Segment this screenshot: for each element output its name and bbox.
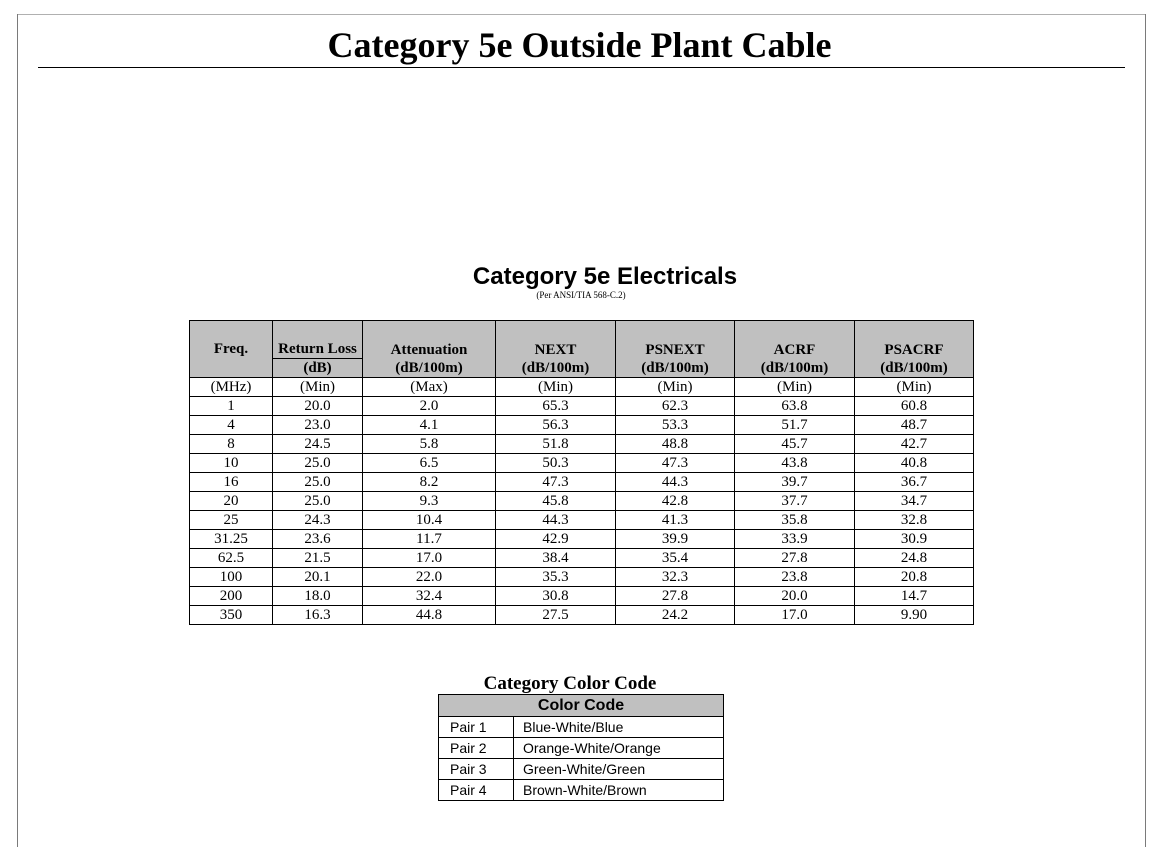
table-cell: 42.8 xyxy=(616,492,735,511)
color-code-row xyxy=(439,717,724,738)
table-cell: 18.0 xyxy=(273,587,363,606)
header-attenuation-name: Attenuation xyxy=(390,342,468,358)
table-cell: 56.3 xyxy=(496,416,616,435)
color-code-row xyxy=(439,759,724,780)
table-cell: 6.5 xyxy=(363,454,496,473)
table-cell: 5.8 xyxy=(363,435,496,454)
table-cell: 39.7 xyxy=(735,473,855,492)
header-psacrf-units: (dB/100m) xyxy=(880,360,948,376)
table-cell: 21.5 xyxy=(273,549,363,568)
table-row xyxy=(190,473,974,492)
table-cell: 63.8 xyxy=(735,397,855,416)
table-cell: 53.3 xyxy=(616,416,735,435)
table-row xyxy=(190,606,974,625)
table-cell: 44.3 xyxy=(496,511,616,530)
table-cell: 10.4 xyxy=(363,511,496,530)
table-cell: 23.6 xyxy=(273,530,363,549)
document-title: Category 5e Outside Plant Cable xyxy=(327,25,832,65)
pair-label: Pair 2 xyxy=(439,738,514,759)
table-cell: 30.9 xyxy=(855,530,974,549)
page-border-right xyxy=(1145,14,1146,847)
header-attenuation-units: (dB/100m) xyxy=(395,360,463,376)
pair-label: Pair 4 xyxy=(439,780,514,801)
table-cell: 60.8 xyxy=(855,397,974,416)
pair-color: Brown-White/Brown xyxy=(514,780,724,801)
table-cell: 48.8 xyxy=(616,435,735,454)
table-row xyxy=(190,511,974,530)
pair-label: Pair 1 xyxy=(439,717,514,738)
table-row xyxy=(190,568,974,587)
header-acrf-units: (dB/100m) xyxy=(760,360,829,376)
color-code-row xyxy=(439,738,724,759)
table-row xyxy=(190,587,974,606)
electricals-table xyxy=(189,320,974,625)
pair-color: Orange-White/Orange xyxy=(514,738,724,759)
table-cell: 32.3 xyxy=(616,568,735,587)
table-cell: 27.8 xyxy=(616,587,735,606)
table-cell: 48.7 xyxy=(855,416,974,435)
header-acrf-name: ACRF xyxy=(773,342,816,358)
table-cell: 31.25 xyxy=(190,530,273,549)
table-cell: 24.3 xyxy=(273,511,363,530)
header-psnext-units: (dB/100m) xyxy=(641,360,709,376)
table-row xyxy=(190,530,974,549)
table-cell: 42.7 xyxy=(855,435,974,454)
table-cell: 24.2 xyxy=(616,606,735,625)
header-psnext-name: PSNEXT xyxy=(645,342,705,358)
table-cell: 47.3 xyxy=(616,454,735,473)
table-cell: 65.3 xyxy=(496,397,616,416)
table-cell: 1 xyxy=(190,397,273,416)
table-cell: 51.8 xyxy=(496,435,616,454)
table-cell: 8 xyxy=(190,435,273,454)
table-cell: 9.3 xyxy=(363,492,496,511)
table-cell: 33.9 xyxy=(735,530,855,549)
header-acrf xyxy=(735,321,855,378)
table-cell: 22.0 xyxy=(363,568,496,587)
pair-label: Pair 3 xyxy=(439,759,514,780)
table-cell: 50.3 xyxy=(496,454,616,473)
table-cell: 20.8 xyxy=(855,568,974,587)
table-cell: 11.7 xyxy=(363,530,496,549)
table-cell: 25.0 xyxy=(273,492,363,511)
table-row xyxy=(190,435,974,454)
table-cell: 45.8 xyxy=(496,492,616,511)
limit-cell: (Min) xyxy=(496,378,616,397)
pair-color: Green-White/Green xyxy=(514,759,724,780)
table-cell: 25.0 xyxy=(273,473,363,492)
header-next xyxy=(496,321,616,378)
table-cell: 27.5 xyxy=(496,606,616,625)
header-psnext xyxy=(616,321,735,378)
header-attenuation xyxy=(363,321,496,378)
table-cell: 9.90 xyxy=(855,606,974,625)
header-return-loss: Return Loss xyxy=(273,321,363,359)
electricals-title: Category 5e Electricals xyxy=(472,263,738,290)
header-next-units: (dB/100m) xyxy=(521,360,590,376)
table-cell: 44.3 xyxy=(616,473,735,492)
table-cell: 4.1 xyxy=(363,416,496,435)
table-cell: 25.0 xyxy=(273,454,363,473)
table-cell: 35.3 xyxy=(496,568,616,587)
header-return-loss-units: (dB) xyxy=(273,359,363,378)
table-cell: 20.0 xyxy=(735,587,855,606)
table-cell: 62.5 xyxy=(190,549,273,568)
table-cell: 14.7 xyxy=(855,587,974,606)
table-cell: 38.4 xyxy=(496,549,616,568)
limits-row xyxy=(190,378,974,397)
table-cell: 20.0 xyxy=(273,397,363,416)
table-cell: 35.8 xyxy=(735,511,855,530)
table-cell: 32.4 xyxy=(363,587,496,606)
table-cell: 8.2 xyxy=(363,473,496,492)
table-cell: 20 xyxy=(190,492,273,511)
header-next-name: NEXT xyxy=(534,342,577,358)
table-cell: 41.3 xyxy=(616,511,735,530)
table-cell: 23.0 xyxy=(273,416,363,435)
table-cell: 62.3 xyxy=(616,397,735,416)
table-cell: 37.7 xyxy=(735,492,855,511)
table-row xyxy=(190,549,974,568)
limit-cell: (MHz) xyxy=(190,378,273,397)
header-freq: Freq. xyxy=(190,321,273,378)
table-row xyxy=(190,492,974,511)
table-cell: 2.0 xyxy=(363,397,496,416)
limit-cell: (Min) xyxy=(616,378,735,397)
table-cell: 43.8 xyxy=(735,454,855,473)
table-cell: 200 xyxy=(190,587,273,606)
table-cell: 30.8 xyxy=(496,587,616,606)
table-cell: 36.7 xyxy=(855,473,974,492)
table-cell: 27.8 xyxy=(735,549,855,568)
header-psacrf xyxy=(855,321,974,378)
table-cell: 25 xyxy=(190,511,273,530)
electricals-subtitle: (Per ANSI/TIA 568-C.2) xyxy=(536,290,626,300)
limit-cell: (Min) xyxy=(855,378,974,397)
color-code-row xyxy=(439,780,724,801)
page-border-left xyxy=(17,14,18,847)
table-cell: 44.8 xyxy=(363,606,496,625)
table-cell: 32.8 xyxy=(855,511,974,530)
header-psacrf-name: PSACRF xyxy=(884,342,944,358)
pair-color: Blue-White/Blue xyxy=(514,717,724,738)
table-cell: 16.3 xyxy=(273,606,363,625)
table-cell: 17.0 xyxy=(735,606,855,625)
table-cell: 24.5 xyxy=(273,435,363,454)
table-cell: 51.7 xyxy=(735,416,855,435)
table-cell: 10 xyxy=(190,454,273,473)
page-border-top xyxy=(17,14,1146,15)
table-cell: 35.4 xyxy=(616,549,735,568)
table-cell: 4 xyxy=(190,416,273,435)
table-cell: 24.8 xyxy=(855,549,974,568)
table-cell: 39.9 xyxy=(616,530,735,549)
table-cell: 40.8 xyxy=(855,454,974,473)
color-code-table xyxy=(438,694,724,801)
table-row xyxy=(190,397,974,416)
table-cell: 20.1 xyxy=(273,568,363,587)
table-cell: 350 xyxy=(190,606,273,625)
table-cell: 45.7 xyxy=(735,435,855,454)
table-cell: 47.3 xyxy=(496,473,616,492)
table-row xyxy=(190,416,974,435)
table-cell: 100 xyxy=(190,568,273,587)
table-cell: 42.9 xyxy=(496,530,616,549)
table-cell: 23.8 xyxy=(735,568,855,587)
table-cell: 17.0 xyxy=(363,549,496,568)
limit-cell: (Min) xyxy=(273,378,363,397)
table-cell: 16 xyxy=(190,473,273,492)
limit-cell: (Min) xyxy=(735,378,855,397)
color-code-title: Category Color Code xyxy=(483,673,657,694)
table-row xyxy=(190,454,974,473)
table-cell: 34.7 xyxy=(855,492,974,511)
title-rule xyxy=(38,67,1125,68)
limit-cell: (Max) xyxy=(363,378,496,397)
color-code-header: Color Code xyxy=(439,695,724,717)
